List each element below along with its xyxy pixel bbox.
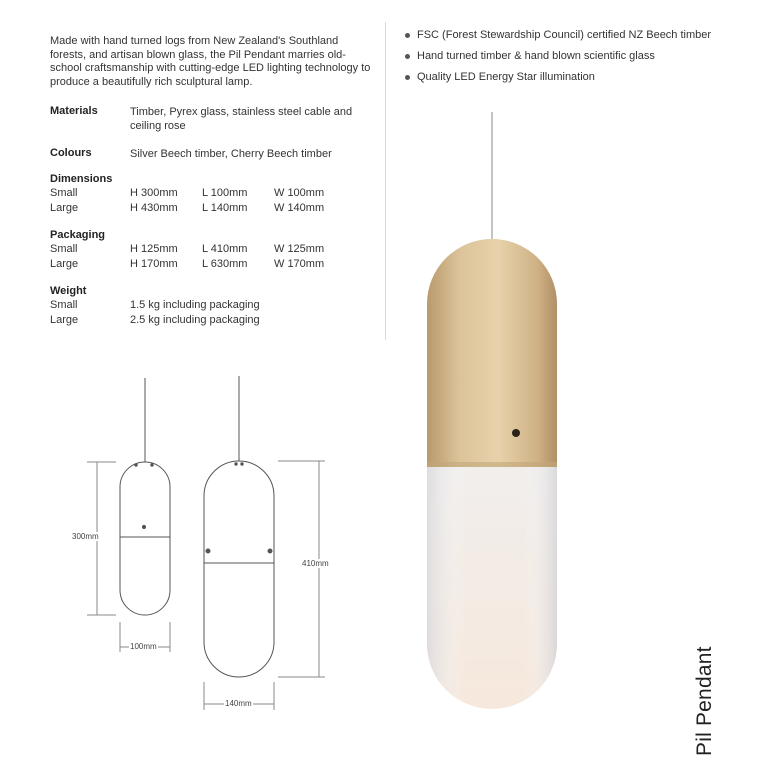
dimensions-small-h: H 300mm — [130, 187, 178, 199]
dimensions-small-w: W 100mm — [274, 187, 325, 199]
colours-value: Silver Beech timber, Cherry Beech timber — [130, 148, 332, 160]
feature-item: Hand turned timber & hand blown scientific glass — [405, 50, 755, 71]
large-width-label: 140mm — [225, 699, 252, 708]
dimensions-large-label: Large — [50, 202, 79, 214]
weight-small-value: 1.5 kg including packaging — [130, 299, 260, 311]
colours-label: Colours — [50, 147, 92, 159]
packaging-small-l: L 410mm — [202, 243, 248, 255]
packaging-label: Packaging — [50, 229, 106, 241]
feature-item: FSC (Forest Stewardship Council) certified NZ Beech timber — [405, 29, 755, 50]
column-divider — [385, 22, 386, 340]
weight-small-label: Small — [50, 299, 78, 311]
large-pendant-drawing — [204, 376, 274, 677]
feature-list — [405, 29, 755, 92]
packaging-large-h: H 170mm — [130, 258, 178, 270]
dimensions-small-label: Small — [50, 187, 78, 199]
weight-label: Weight — [50, 285, 87, 297]
dimensions-label: Dimensions — [50, 173, 113, 185]
timber-cap — [427, 239, 557, 467]
product-title: Pil Pendant — [693, 646, 716, 756]
small-pendant-drawing — [120, 378, 170, 615]
large-height-label: 410mm — [302, 559, 329, 568]
materials-label: Materials — [50, 105, 98, 117]
feature-item: Quality LED Energy Star illumination — [405, 71, 755, 92]
timber-screw — [512, 429, 520, 437]
dimensions-small-l: L 100mm — [202, 187, 248, 199]
dimensions-large-w: W 140mm — [274, 202, 325, 214]
packaging-small-label: Small — [50, 243, 78, 255]
weight-large-value: 2.5 kg including packaging — [130, 314, 260, 326]
dimensions-large-l: L 140mm — [202, 202, 248, 214]
packaging-large-label: Large — [50, 258, 79, 270]
packaging-large-l: L 630mm — [202, 258, 248, 270]
packaging-large-w: W 170mm — [274, 258, 325, 270]
large-height-dimension — [278, 461, 325, 677]
small-height-label: 300mm — [72, 532, 99, 541]
small-width-label: 100mm — [130, 642, 157, 651]
weight-large-label: Large — [50, 314, 79, 326]
dimensions-large-h: H 430mm — [130, 202, 178, 214]
packaging-small-h: H 125mm — [130, 243, 178, 255]
intro-paragraph: Made with hand turned logs from New Zealand's Southland forests, and artisan blown glass, the Pil Pendant marries old-school craftsmanship with cutting-edge LED lighting technology to produce a beautifully rich sculptural lamp. — [50, 35, 371, 88]
pendant-photo — [400, 100, 600, 730]
packaging-small-w: W 125mm — [274, 243, 325, 255]
materials-value: Timber, Pyrex glass, stainless steel cable and ceiling rose — [130, 106, 353, 132]
